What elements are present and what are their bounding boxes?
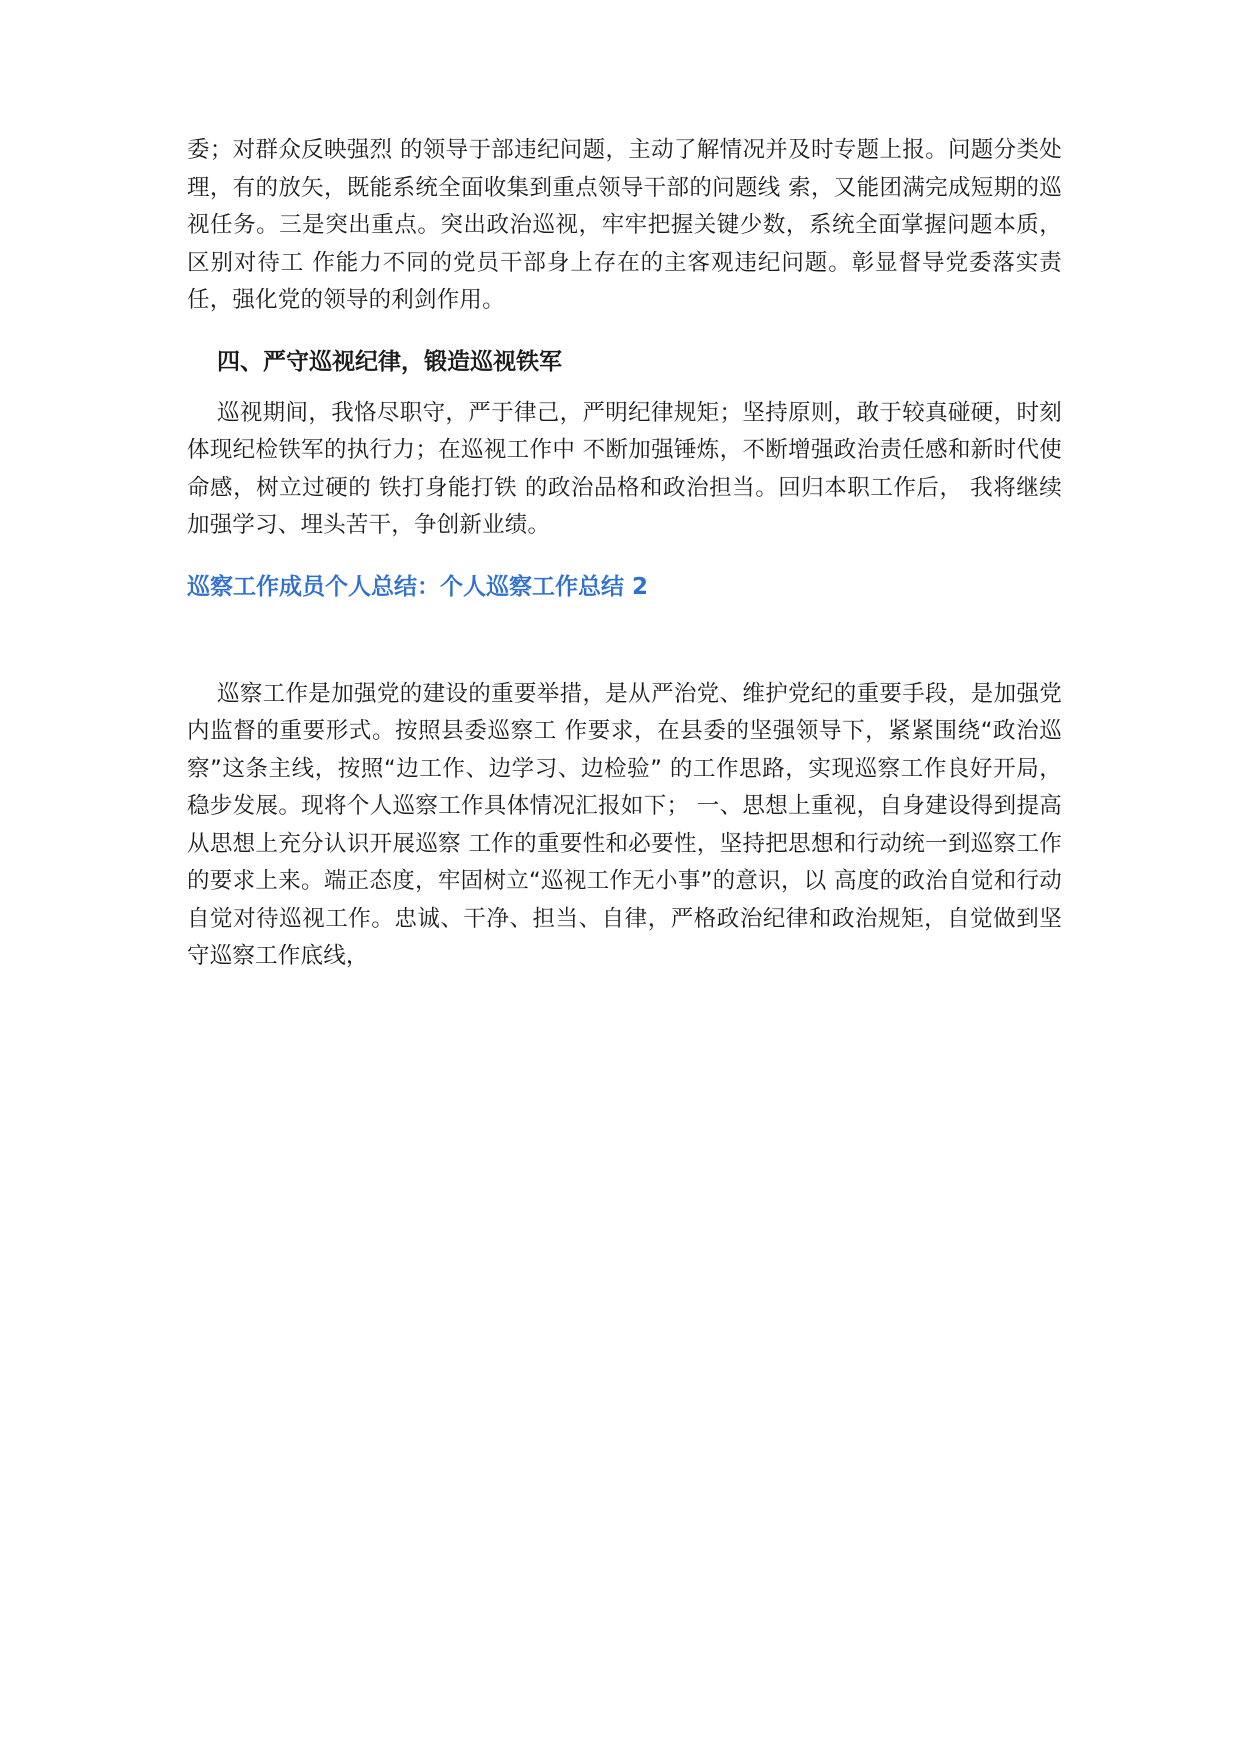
document-body xyxy=(187,132,1062,976)
paragraph-continued: 委；对群众反映强烈 的领导于部违纪问题，主动了解情况并及时专题上报。问题分类处理，有的放矢，既能系统全面收集到重点领导干部的问题线 索，又能团满完成短期的巡视任务。三是突出重点。突出政治巡视，牢牢把握关键少数，系统全面掌握问题本质，区别对待工 作能力不同的党员干部身上存在的主客观违纪问题。彰显督导党委落实责任，强化党的领导的利剑作用。 xyxy=(187,137,1062,313)
article-title: 巡察工作成员个人总结：个人巡察工作总结 2 xyxy=(187,573,649,600)
paragraph-inspection: 巡察工作是加强党的建设的重要举措，是从严治党、维护党纪的重要手段，是加强党内监督的重要形式。按照县委巡察工 作要求，在县委的坚强领导下，紧紧围绕“政治巡察”这条主线，按照“边工作、边学习、边检验” 的工作思路，实现巡察工作良好开局，稳步发展。现将个人巡察工作具体情况汇报如下； 一、思想上重视，自身建设得到提高从思想上充分认识开展巡察 工作的重要性和必要性，坚持把思想和行动统一到巡察工作的要求上来。端正态度，牢固树立“巡视工作无小事”的意识，以 高度的政治自觉和行动自觉对待巡视工作。忠诚、干净、担当、自律，严格政治纪律和政治规矩，自觉做到坚守巡察工作底线， xyxy=(187,680,1062,969)
paragraph-discipline: 巡视期间，我恪尽职守，严于律己，严明纪律规矩；坚持原则，敢于较真碰硬，时刻体现纪检铁军的执行力；在巡视工作中 不断加强锤炼，不断增强政治责任感和新时代使命感，树立过硬的 铁打身能打铁 的政治品格和政治担当。回归本职工作后， 我将继续加强学习、埋头苦干，争创新业绩。 xyxy=(187,399,1062,538)
section-heading-four: 四、严守巡视纪律，锻造巡视铁军 xyxy=(217,348,562,375)
